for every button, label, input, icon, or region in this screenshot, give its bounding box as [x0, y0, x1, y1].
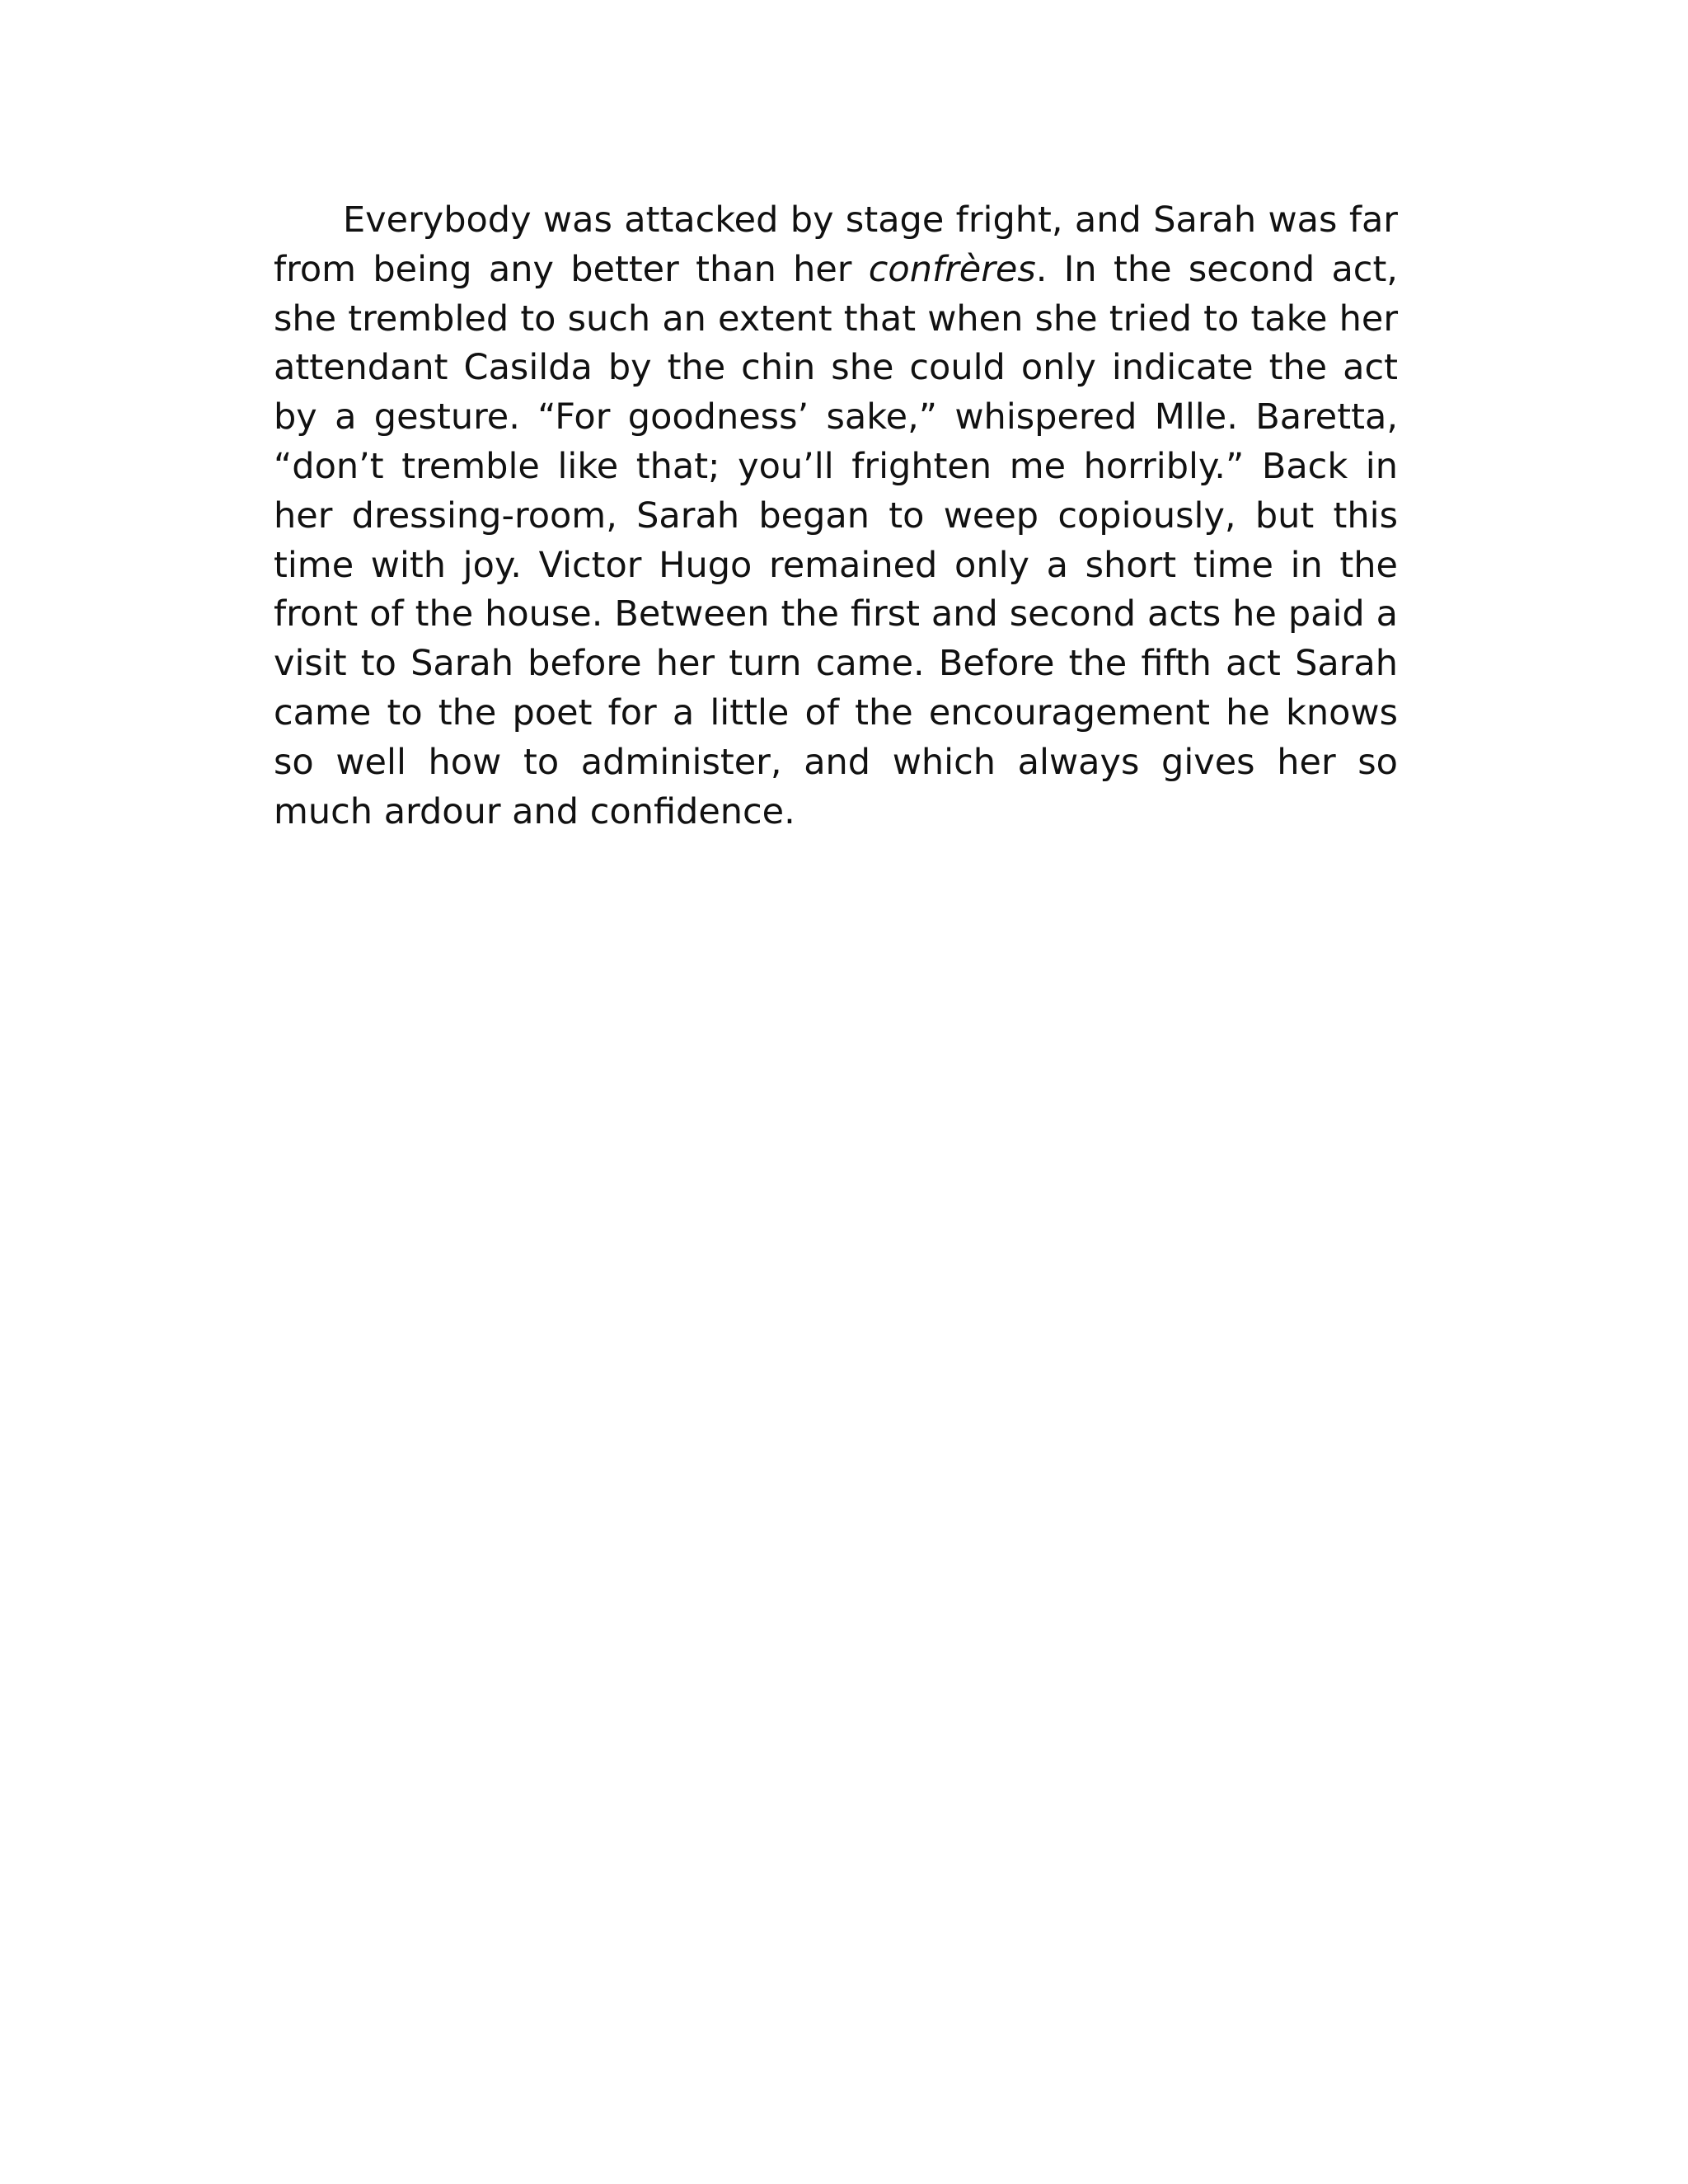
italic-term: confrères: [868, 248, 1036, 290]
paragraph-text-end: . In the second act, she trembled to such an extent that when she tried to take her attendant Casilda by the chin she could only indicate the act by a gesture. “For goodness’ sake,” whispered Mlle. Baretta, “don’t tremble like that; you’ll frighten me horribly.” Back in her dressing-room, Sarah began to weep copiously, but this time with joy. Victor Hugo remained only a short time in the front of the house. Between the first and second acts he paid a visit to Sarah before her turn came. Before the fifth act Sarah came to the poet for a little of the encouragement he knows so well how to administer, and which always gives her so much ardour and confidence.: [274, 248, 1398, 832]
body-paragraph: [274, 196, 1398, 837]
paragraph-text-start: Everybody was attacked by stage fright, and Sarah was far from being any better than her: [274, 199, 1398, 290]
